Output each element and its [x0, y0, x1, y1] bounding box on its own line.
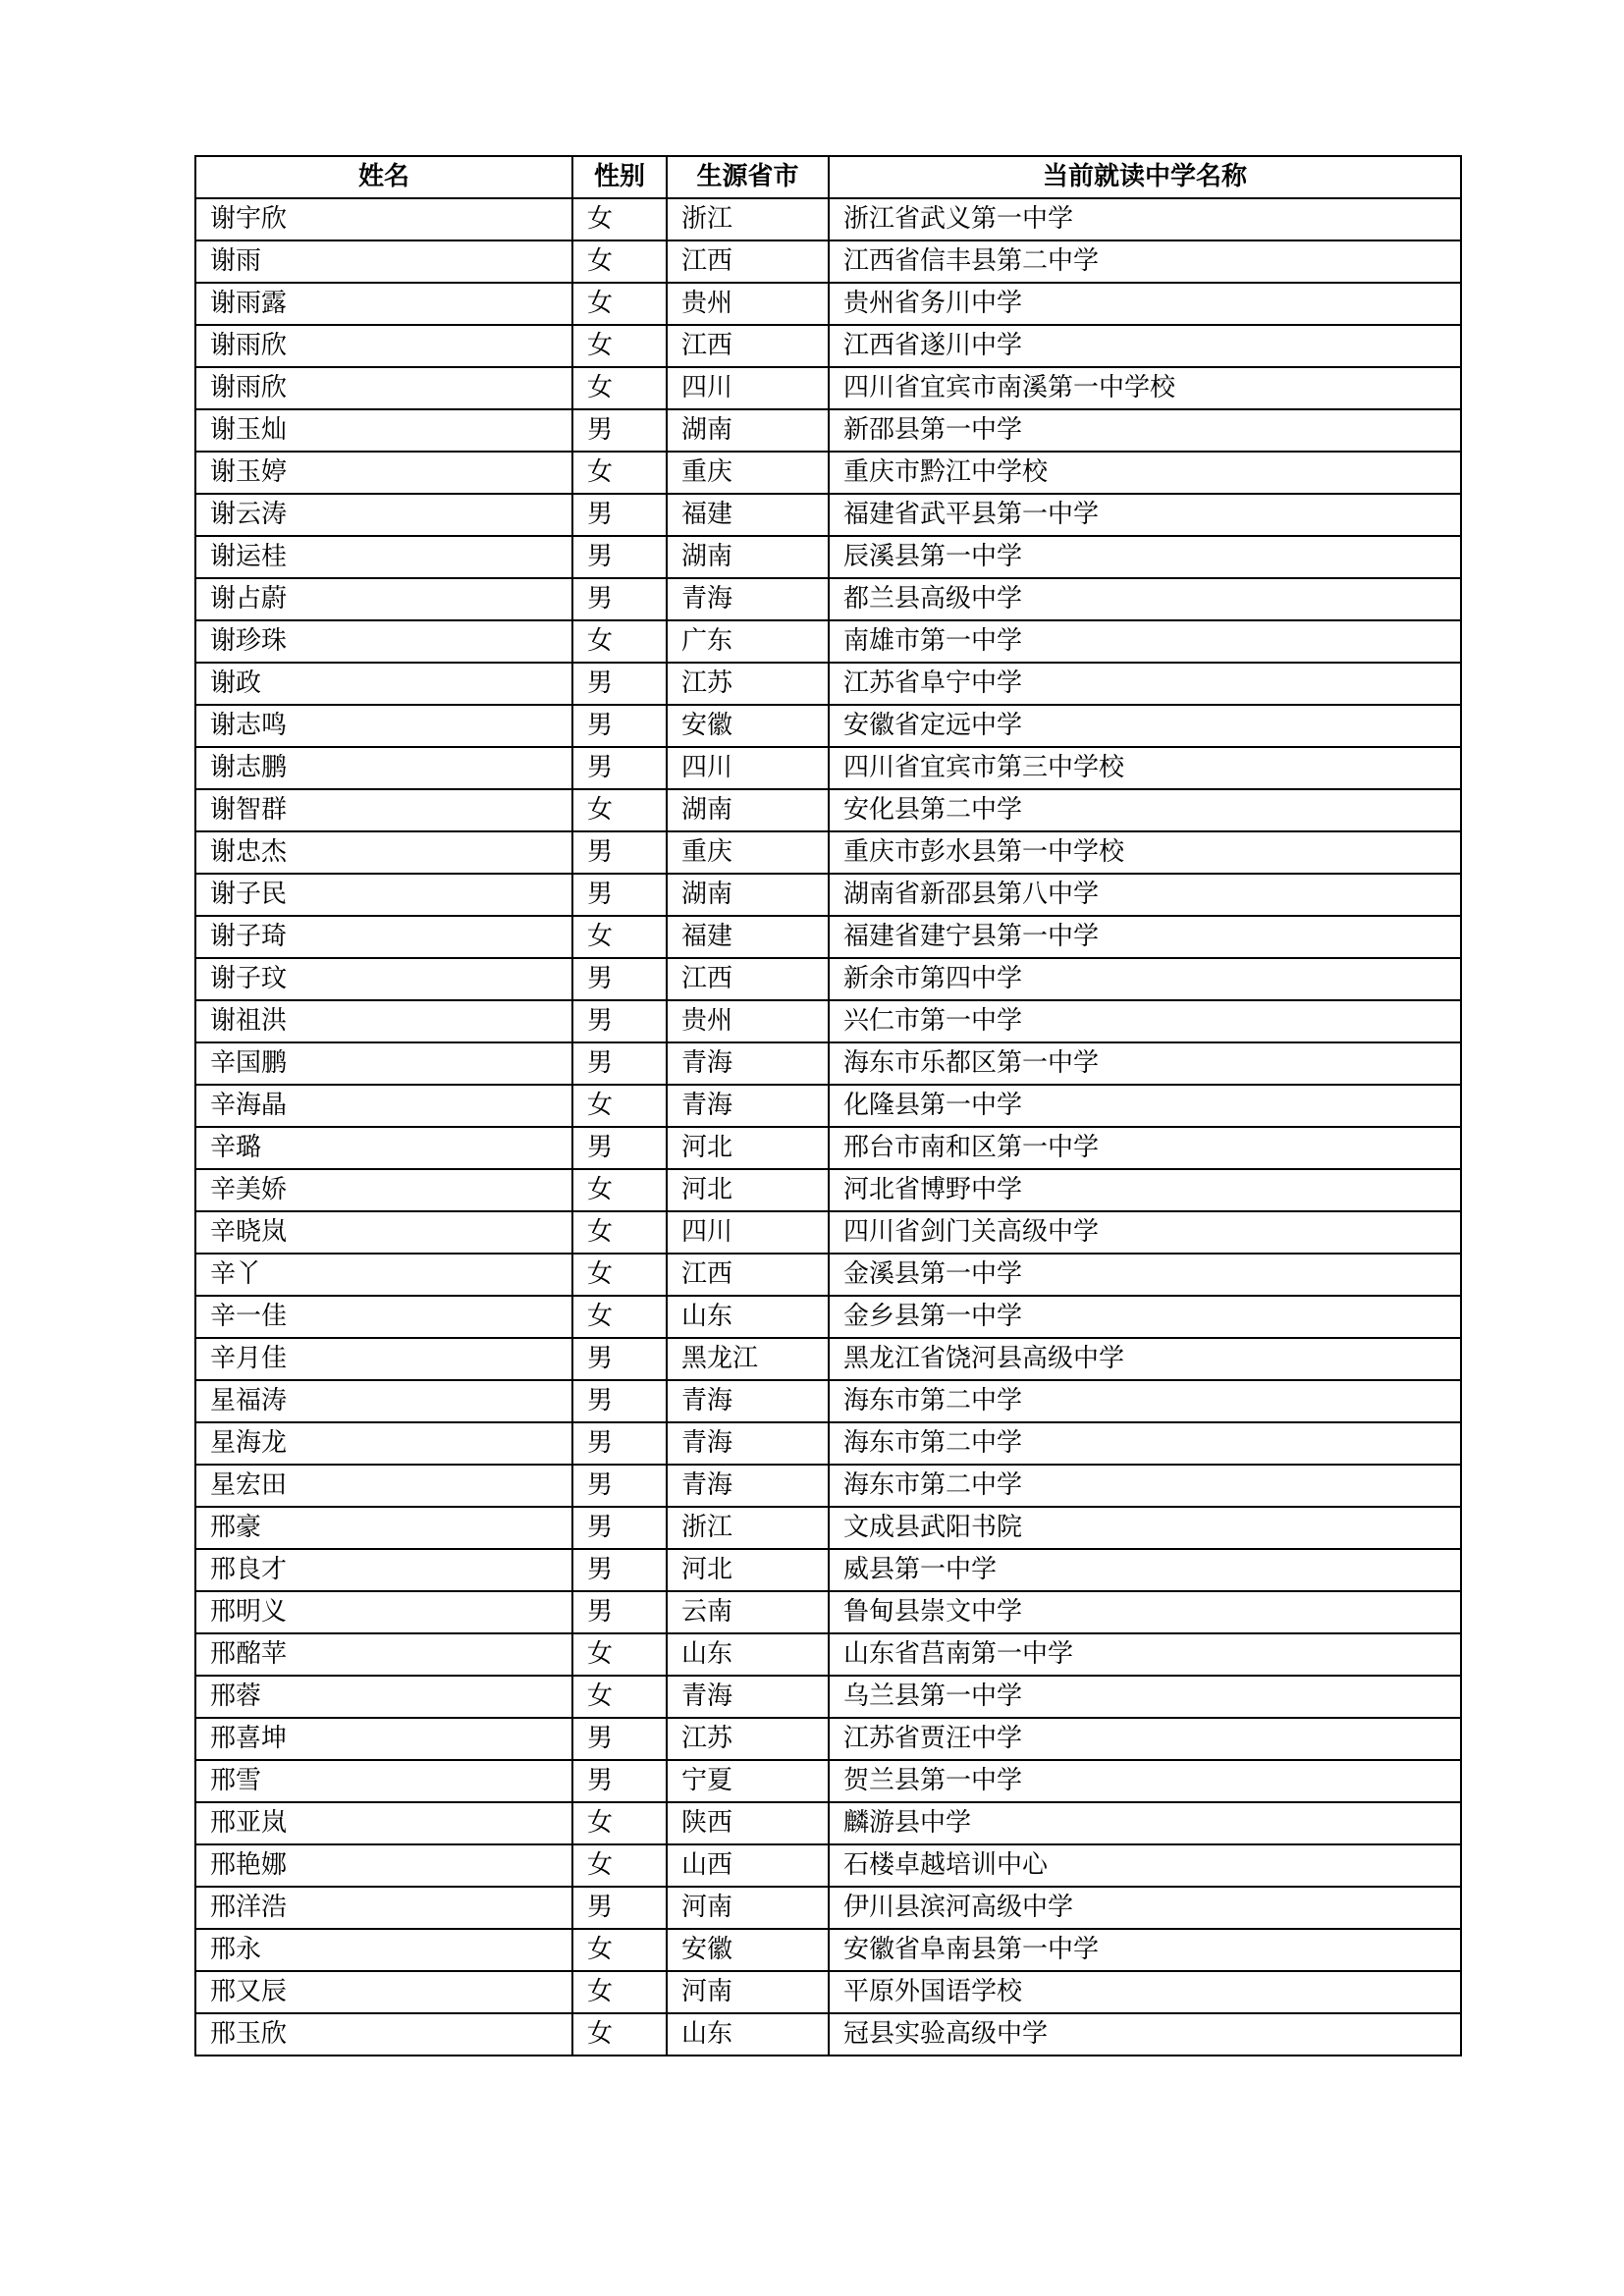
cell-school: 威县第一中学: [829, 1549, 1461, 1591]
cell-name: 星宏田: [195, 1465, 572, 1507]
cell-gender: 女: [572, 2013, 667, 2056]
cell-gender: 男: [572, 1042, 667, 1085]
cell-province: 陕西: [667, 1802, 829, 1844]
table-row: [195, 240, 1461, 283]
cell-gender: 男: [572, 494, 667, 536]
cell-gender: 女: [572, 620, 667, 663]
cell-province: 云南: [667, 1591, 829, 1633]
cell-province: 青海: [667, 1380, 829, 1422]
cell-name: 邢蓉: [195, 1676, 572, 1718]
cell-name: 辛一佳: [195, 1296, 572, 1338]
cell-school: 江苏省阜宁中学: [829, 663, 1461, 705]
header-province: 生源省市: [667, 156, 829, 198]
cell-school: 化隆县第一中学: [829, 1085, 1461, 1127]
cell-gender: 女: [572, 1802, 667, 1844]
cell-province: 四川: [667, 747, 829, 789]
cell-gender: 男: [572, 705, 667, 747]
cell-gender: 女: [572, 1929, 667, 1971]
cell-school: 重庆市黔江中学校: [829, 452, 1461, 494]
cell-name: 谢玉灿: [195, 409, 572, 452]
cell-name: 邢玉欣: [195, 2013, 572, 2056]
table-row: [195, 1633, 1461, 1676]
cell-name: 辛月佳: [195, 1338, 572, 1380]
cell-school: 江西省遂川中学: [829, 325, 1461, 367]
cell-province: 湖南: [667, 409, 829, 452]
cell-school: 安化县第二中学: [829, 789, 1461, 831]
cell-province: 黑龙江: [667, 1338, 829, 1380]
table-row: [195, 874, 1461, 916]
cell-name: 星福涛: [195, 1380, 572, 1422]
table-row: [195, 1887, 1461, 1929]
cell-name: 谢雨露: [195, 283, 572, 325]
table-row: [195, 1254, 1461, 1296]
cell-name: 谢雨: [195, 240, 572, 283]
table-row: [195, 1422, 1461, 1465]
cell-school: 安徽省定远中学: [829, 705, 1461, 747]
table-row: [195, 198, 1461, 240]
cell-gender: 女: [572, 789, 667, 831]
cell-gender: 女: [572, 198, 667, 240]
cell-province: 河南: [667, 1887, 829, 1929]
cell-province: 福建: [667, 916, 829, 958]
table-row: [195, 620, 1461, 663]
cell-school: 新邵县第一中学: [829, 409, 1461, 452]
cell-school: 都兰县高级中学: [829, 578, 1461, 620]
header-school: 当前就读中学名称: [829, 156, 1461, 198]
cell-school: 金溪县第一中学: [829, 1254, 1461, 1296]
cell-name: 谢子民: [195, 874, 572, 916]
cell-gender: 女: [572, 452, 667, 494]
cell-name: 邢良才: [195, 1549, 572, 1591]
cell-name: 邢酩苹: [195, 1633, 572, 1676]
cell-province: 四川: [667, 1211, 829, 1254]
cell-school: 海东市乐都区第一中学: [829, 1042, 1461, 1085]
cell-name: 谢雨欣: [195, 325, 572, 367]
cell-gender: 女: [572, 1971, 667, 2013]
cell-school: 河北省博野中学: [829, 1169, 1461, 1211]
cell-name: 邢亚岚: [195, 1802, 572, 1844]
cell-name: 谢运桂: [195, 536, 572, 578]
cell-school: 湖南省新邵县第八中学: [829, 874, 1461, 916]
cell-school: 麟游县中学: [829, 1802, 1461, 1844]
cell-school: 邢台市南和区第一中学: [829, 1127, 1461, 1169]
table-row: [195, 1507, 1461, 1549]
cell-school: 四川省宜宾市南溪第一中学校: [829, 367, 1461, 409]
cell-school: 伊川县滨河高级中学: [829, 1887, 1461, 1929]
cell-school: 重庆市彭水县第一中学校: [829, 831, 1461, 874]
cell-name: 邢明义: [195, 1591, 572, 1633]
table-row: [195, 578, 1461, 620]
cell-gender: 女: [572, 1296, 667, 1338]
cell-name: 谢政: [195, 663, 572, 705]
cell-gender: 男: [572, 1549, 667, 1591]
cell-school: 海东市第二中学: [829, 1380, 1461, 1422]
table-row: [195, 789, 1461, 831]
cell-province: 河北: [667, 1127, 829, 1169]
cell-gender: 女: [572, 916, 667, 958]
cell-province: 青海: [667, 1422, 829, 1465]
cell-province: 贵州: [667, 1000, 829, 1042]
table-row: [195, 1844, 1461, 1887]
cell-school: 石楼卓越培训中心: [829, 1844, 1461, 1887]
cell-gender: 男: [572, 1591, 667, 1633]
cell-province: 江西: [667, 325, 829, 367]
cell-gender: 男: [572, 1760, 667, 1802]
table-row: [195, 916, 1461, 958]
cell-gender: 男: [572, 1887, 667, 1929]
table-row: [195, 2013, 1461, 2056]
cell-gender: 男: [572, 536, 667, 578]
cell-name: 谢宇欣: [195, 198, 572, 240]
cell-gender: 男: [572, 1507, 667, 1549]
cell-school: 四川省剑门关高级中学: [829, 1211, 1461, 1254]
table-row: [195, 1971, 1461, 2013]
cell-school: 兴仁市第一中学: [829, 1000, 1461, 1042]
cell-gender: 女: [572, 1844, 667, 1887]
cell-school: 福建省建宁县第一中学: [829, 916, 1461, 958]
cell-gender: 男: [572, 1422, 667, 1465]
cell-name: 辛丫: [195, 1254, 572, 1296]
cell-gender: 男: [572, 1000, 667, 1042]
cell-school: 黑龙江省饶河县高级中学: [829, 1338, 1461, 1380]
cell-province: 福建: [667, 494, 829, 536]
cell-name: 谢子琦: [195, 916, 572, 958]
cell-school: 安徽省阜南县第一中学: [829, 1929, 1461, 1971]
cell-province: 浙江: [667, 198, 829, 240]
cell-name: 辛美娇: [195, 1169, 572, 1211]
cell-province: 宁夏: [667, 1760, 829, 1802]
cell-province: 贵州: [667, 283, 829, 325]
cell-province: 湖南: [667, 874, 829, 916]
cell-province: 四川: [667, 367, 829, 409]
table-row: [195, 1338, 1461, 1380]
table-row: [195, 452, 1461, 494]
table-row: [195, 1085, 1461, 1127]
cell-province: 江西: [667, 1254, 829, 1296]
cell-province: 重庆: [667, 831, 829, 874]
table-row: [195, 283, 1461, 325]
cell-school: 贵州省务川中学: [829, 283, 1461, 325]
cell-province: 山东: [667, 2013, 829, 2056]
cell-name: 谢子玟: [195, 958, 572, 1000]
table-row: [195, 1802, 1461, 1844]
cell-school: 南雄市第一中学: [829, 620, 1461, 663]
cell-school: 江西省信丰县第二中学: [829, 240, 1461, 283]
cell-school: 浙江省武义第一中学: [829, 198, 1461, 240]
cell-gender: 男: [572, 663, 667, 705]
cell-school: 海东市第二中学: [829, 1422, 1461, 1465]
cell-gender: 女: [572, 1254, 667, 1296]
cell-school: 江苏省贾汪中学: [829, 1718, 1461, 1760]
table-row: [195, 1042, 1461, 1085]
cell-name: 谢志鸣: [195, 705, 572, 747]
table-row: [195, 536, 1461, 578]
table-row: [195, 747, 1461, 789]
table-row: [195, 1718, 1461, 1760]
cell-province: 湖南: [667, 536, 829, 578]
cell-school: 冠县实验高级中学: [829, 2013, 1461, 2056]
cell-gender: 男: [572, 958, 667, 1000]
header-gender: 性别: [572, 156, 667, 198]
cell-province: 江西: [667, 958, 829, 1000]
table-row: [195, 1549, 1461, 1591]
cell-province: 山西: [667, 1844, 829, 1887]
cell-school: 四川省宜宾市第三中学校: [829, 747, 1461, 789]
table-row: [195, 367, 1461, 409]
cell-gender: 女: [572, 1676, 667, 1718]
cell-province: 河北: [667, 1549, 829, 1591]
cell-name: 邢艳娜: [195, 1844, 572, 1887]
cell-gender: 男: [572, 1380, 667, 1422]
cell-name: 辛海晶: [195, 1085, 572, 1127]
cell-school: 平原外国语学校: [829, 1971, 1461, 2013]
cell-name: 谢忠杰: [195, 831, 572, 874]
cell-school: 新余市第四中学: [829, 958, 1461, 1000]
cell-school: 海东市第二中学: [829, 1465, 1461, 1507]
cell-province: 山东: [667, 1296, 829, 1338]
table-row: [195, 1380, 1461, 1422]
cell-province: 安徽: [667, 1929, 829, 1971]
cell-school: 贺兰县第一中学: [829, 1760, 1461, 1802]
cell-province: 江苏: [667, 663, 829, 705]
cell-gender: 男: [572, 1338, 667, 1380]
cell-name: 谢珍珠: [195, 620, 572, 663]
cell-province: 青海: [667, 1465, 829, 1507]
table-row: [195, 1211, 1461, 1254]
table-row: [195, 1000, 1461, 1042]
cell-name: 谢云涛: [195, 494, 572, 536]
table-row: [195, 705, 1461, 747]
cell-province: 重庆: [667, 452, 829, 494]
table-row: [195, 1676, 1461, 1718]
cell-school: 福建省武平县第一中学: [829, 494, 1461, 536]
table-row: [195, 409, 1461, 452]
table-row: [195, 958, 1461, 1000]
table-row: [195, 1760, 1461, 1802]
cell-name: 谢雨欣: [195, 367, 572, 409]
student-table: [194, 155, 1462, 2056]
table-row: [195, 494, 1461, 536]
cell-school: 鲁甸县崇文中学: [829, 1591, 1461, 1633]
cell-gender: 男: [572, 1465, 667, 1507]
table-row: [195, 325, 1461, 367]
table-row: [195, 1169, 1461, 1211]
cell-name: 邢永: [195, 1929, 572, 1971]
cell-province: 山东: [667, 1633, 829, 1676]
cell-gender: 男: [572, 578, 667, 620]
cell-province: 青海: [667, 1676, 829, 1718]
cell-name: 辛晓岚: [195, 1211, 572, 1254]
cell-name: 谢智群: [195, 789, 572, 831]
cell-gender: 男: [572, 874, 667, 916]
cell-name: 邢洋浩: [195, 1887, 572, 1929]
cell-name: 辛国鹏: [195, 1042, 572, 1085]
cell-province: 江西: [667, 240, 829, 283]
cell-gender: 女: [572, 1211, 667, 1254]
cell-school: 山东省莒南第一中学: [829, 1633, 1461, 1676]
cell-school: 乌兰县第一中学: [829, 1676, 1461, 1718]
cell-province: 湖南: [667, 789, 829, 831]
cell-name: 辛璐: [195, 1127, 572, 1169]
cell-province: 安徽: [667, 705, 829, 747]
cell-gender: 女: [572, 1085, 667, 1127]
cell-province: 青海: [667, 1085, 829, 1127]
cell-school: 文成县武阳书院: [829, 1507, 1461, 1549]
cell-gender: 男: [572, 831, 667, 874]
table-row: [195, 1127, 1461, 1169]
cell-gender: 男: [572, 747, 667, 789]
cell-province: 河北: [667, 1169, 829, 1211]
table-row: [195, 663, 1461, 705]
cell-name: 谢祖洪: [195, 1000, 572, 1042]
cell-gender: 男: [572, 1718, 667, 1760]
header-name: 姓名: [195, 156, 572, 198]
cell-province: 青海: [667, 578, 829, 620]
cell-gender: 女: [572, 283, 667, 325]
cell-name: 谢占蔚: [195, 578, 572, 620]
cell-name: 星海龙: [195, 1422, 572, 1465]
cell-name: 邢雪: [195, 1760, 572, 1802]
cell-name: 谢志鹏: [195, 747, 572, 789]
cell-gender: 女: [572, 240, 667, 283]
cell-name: 邢又辰: [195, 1971, 572, 2013]
cell-gender: 女: [572, 367, 667, 409]
cell-name: 邢豪: [195, 1507, 572, 1549]
cell-province: 青海: [667, 1042, 829, 1085]
cell-gender: 女: [572, 325, 667, 367]
cell-name: 邢喜坤: [195, 1718, 572, 1760]
cell-province: 江苏: [667, 1718, 829, 1760]
table-row: [195, 1929, 1461, 1971]
cell-name: 谢玉婷: [195, 452, 572, 494]
cell-gender: 男: [572, 409, 667, 452]
cell-gender: 男: [572, 1127, 667, 1169]
table-row: [195, 831, 1461, 874]
cell-gender: 女: [572, 1633, 667, 1676]
table-row: [195, 1591, 1461, 1633]
table-body: [195, 198, 1461, 2056]
cell-gender: 女: [572, 1169, 667, 1211]
cell-school: 金乡县第一中学: [829, 1296, 1461, 1338]
cell-province: 浙江: [667, 1507, 829, 1549]
cell-province: 广东: [667, 620, 829, 663]
cell-school: 辰溪县第一中学: [829, 536, 1461, 578]
table-header-row: [195, 156, 1461, 198]
table-row: [195, 1296, 1461, 1338]
table-row: [195, 1465, 1461, 1507]
cell-province: 河南: [667, 1971, 829, 2013]
